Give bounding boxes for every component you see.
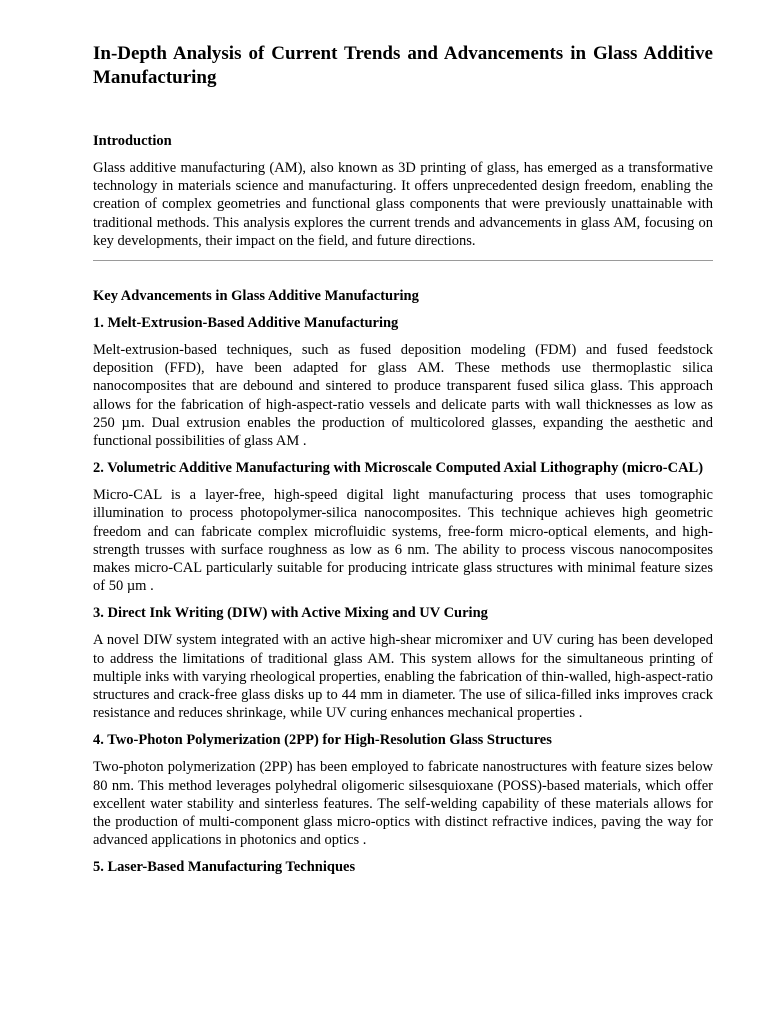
section-divider [93, 260, 713, 261]
introduction-paragraph: Glass additive manufacturing (AM), also known as 3D printing of glass, has emerged as a transformative technology in materials science and manufacturing. It offers unprecedented design freedom, enabling the creation of complex geometries and functional glass components that were previously unattainable with traditional methods. This analysis explores the current trends and advancements in glass AM, focusing on key developments, their impact on the field, and future directions. [93, 160, 713, 249]
section-paragraph-melt-extrusion: Melt-extrusion-based techniques, such as fused deposition modeling (FDM) and fused feedstock deposition (FFD), have been adapted for glass AM. These methods use thermoplastic silica nanocomposites that are debound and sintered to produce transparent fused silica glass. This approach allows for the fabrication of high-aspect-ratio vessels and delicate parts with wall thicknesses as low as 250 µm. Dual extrusion enables the production of multicolored glasses, expanding the aesthetic and functional possibilities of glass AM . [93, 342, 713, 450]
introduction-heading: Introduction [93, 133, 172, 149]
document-page [93, 42, 713, 876]
section-heading-laser-based: 5. Laser-Based Manufacturing Techniques [93, 859, 356, 876]
section-paragraph-micro-cal: Micro-CAL is a layer-free, high-speed digital light manufacturing process that uses tomographic illumination to process photopolymer-silica nanocomposites. This technique achieves high geometric freedom and can fabricate complex microfluidic systems, free-form micro-optical elements, and high-strength trusses with surface roughness as low as 6 nm. The ability to process viscous nanocomposites makes micro-CAL particularly suitable for producing intricate glass structures with minimal feature sizes of 50 µm . [93, 487, 713, 595]
section-heading-direct-ink-writing: 3. Direct Ink Writing (DIW) with Active Mixing and UV Curing [93, 605, 488, 622]
section-heading-melt-extrusion: 1. Melt-Extrusion-Based Additive Manufacturing [93, 315, 399, 332]
document-title: In-Depth Analysis of Current Trends and Advancements in Glass Additive Manufacturing [93, 43, 713, 88]
key-advancements-heading: Key Advancements in Glass Additive Manufacturing [93, 288, 419, 305]
section-heading-micro-cal: 2. Volumetric Additive Manufacturing with Microscale Computed Axial Lithography (micro-CAL) [93, 460, 704, 477]
section-paragraph-direct-ink-writing: A novel DIW system integrated with an active high-shear micromixer and UV curing has been developed to address the limitations of traditional glass AM. This system allows for the simultaneous printing of multiple inks with varying rheological properties, enabling the fabrication of thin-walled, high-aspect-ratio structures and crack-free glass disks up to 44 mm in diameter. The use of silica-filled inks improves crack resistance and reduces shrinkage, while UV curing enhances mechanical properties . [93, 632, 713, 722]
section-heading-two-photon-polymerization: 4. Two-Photon Polymerization (2PP) for High-Resolution Glass Structures [93, 732, 552, 749]
section-paragraph-two-photon-polymerization: Two-photon polymerization (2PP) has been employed to fabricate nanostructures with feature sizes below 80 nm. This method leverages polyhedral oligomeric silsesquioxane (POSS)-based materials, which offer excellent water stability and sinterless features. The self-welding capability of these materials allows for the production of multi-component glass micro-optics with distinct refractive indices, paving the way for advanced applications in photonics and optics . [93, 759, 713, 849]
